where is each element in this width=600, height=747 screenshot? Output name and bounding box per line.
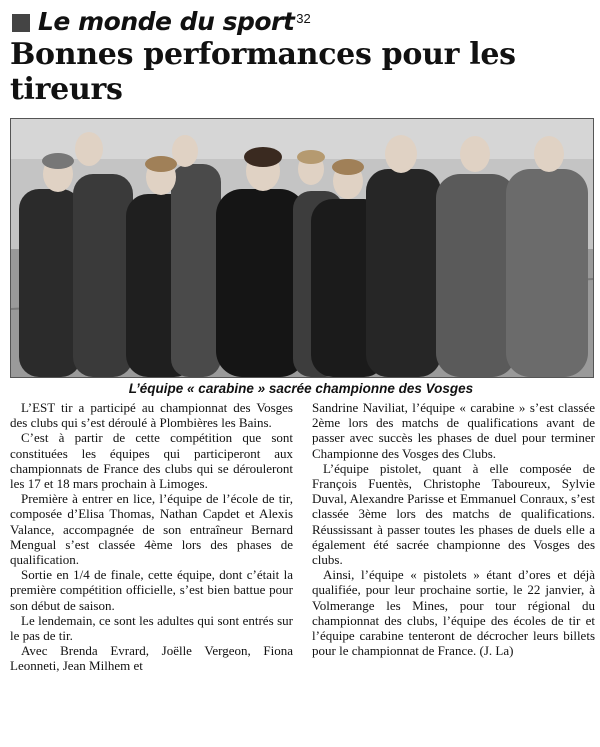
page-number: 32 — [296, 11, 311, 26]
paragraph: L’équipe pistolet, quant à elle composée de François Fuentès, Christophe Taboureux, Sylvie Duval, Alexandre Parisse et Emmanuel Conraux, s’est classée 3ème lors des matchs de qualifications. Réussissant à passer toutes les phases de duels elle a également été sacrée championne des Vosges des clubs. — [312, 460, 595, 568]
team-photo-illustration — [11, 119, 593, 377]
team-photo — [10, 118, 594, 378]
article-headline: Bonnes performances pour les tireurs — [10, 37, 516, 107]
paragraph: Ainsi, l’équipe « pistolets » étant d’ores et déjà qualifiée, pour leur prochaine sortie, le 22 janvier, à Volmerange les Mines, pour tour régional du championnat des clubs, l’équipe des écoles de tir et l’équipe carabine tenteront de décrocher leurs billets pour le championnat de France. (J. La) — [312, 567, 595, 659]
paragraph: Sortie en 1/4 de finale, cette équipe, dont c’était la première compétition officielle, s’est bien battue pour son début de saison. — [10, 567, 293, 613]
section-title: Le monde du sport — [38, 7, 295, 36]
paragraph: Le lendemain, ce sont les adultes qui sont entrés sur le pas de tir. — [10, 612, 293, 644]
paragraph: C’est à partir de cette compétition que sont constituées les équipes qui participeront aux championnats de France des clubs qui se dérouleront les 17 et 18 mars prochain à Limoges. — [10, 430, 293, 492]
section-header — [12, 8, 592, 36]
article-column-left — [10, 400, 293, 674]
paragraph: Avec Brenda Evrard, Joëlle Vergeon, Fiona Leonneti, Jean Milhem et — [10, 643, 293, 674]
photo-caption: L’équipe « carabine » sacrée championne des Vosges — [128, 381, 474, 396]
paragraph: Sandrine Naviliat, l’équipe « carabine » s’est classée 2ème lors des matchs de qualifications avant de passer avec succès les phases de duel pour terminer Championne des Vosges des Clubs. — [312, 400, 595, 461]
section-marker — [12, 14, 30, 32]
paragraph: Première à entrer en lice, l’équipe de l’école de tir, composée d’Elisa Thomas, Nathan Capdet et Alexis Valance, accompagnée de son entraîneur Bernard Mengual s’est classée 4ème lors des phases de qualification. — [10, 491, 293, 568]
paragraph: L’EST tir a participé au championnat des Vosges des clubs qui s’est déroulé à Plombières les Bains. — [10, 400, 293, 431]
article-column-right — [312, 400, 595, 658]
